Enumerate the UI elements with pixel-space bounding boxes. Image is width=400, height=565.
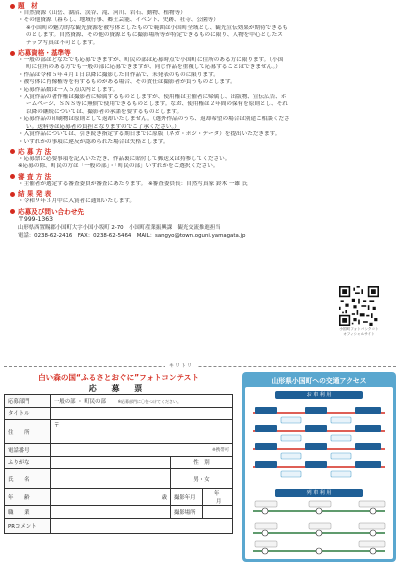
themes-line: ・自然資源（山岳、湖沼、渓谷、滝、河川、岩石、動物、植物等）: [18, 10, 186, 16]
year-unit: 年: [214, 491, 220, 497]
qual-line: 町に住所のある方でも一般の部に応募できますが、同じ作品を重複して応募することはできません。）: [26, 64, 281, 71]
form-row-name: [5, 469, 233, 489]
method-section: [10, 148, 394, 171]
qual-line: ・被写体に肖像権等を有するものがある場合、その責任は撮影者が負うものとします。: [18, 79, 236, 86]
qual-line: ・入賞作品については、引き続き指定する期日までに原版（ネガ・ポジ・データ）を提出いただきます。: [18, 131, 281, 138]
title-label: タイトル: [5, 407, 51, 420]
announcement-section: [10, 190, 394, 205]
shoot-date-label: 撮影年月: [171, 489, 203, 506]
name-label: 氏 名: [5, 469, 51, 489]
contact-tel: 電話：0238-62-2416 FAX：0238-62-5464 MAIL：sangyo@town.oguni.yamagata.jp: [18, 232, 246, 239]
place-label: 撮影場所: [171, 506, 203, 519]
qual-line: ームページ、ＳＮＳ等に無償で使用できるものとします。なお、使用権は２年間の保有を原則とし、それ: [26, 101, 288, 108]
bullet-dot-icon: [10, 149, 15, 154]
qr-caption: 小国町フォトバンクコト: [339, 327, 379, 331]
car-access-header: お 車 利 用: [275, 391, 363, 399]
contact-postal: 〒999-1363: [18, 215, 53, 223]
judging-line: ・主催者が選定する審査委員が審査にあたります。 ※審査委員長：自然写真家 鈴木 一雄 氏: [18, 180, 248, 187]
phone-field[interactable]: [51, 444, 233, 457]
form-row-furigana: [5, 456, 233, 469]
themes-heading: 題 材: [10, 2, 394, 10]
qual-line: い。送料等は応募者の負担となりますのでご了承ください。）: [26, 123, 180, 130]
job-label: 職 業: [5, 506, 51, 519]
category-options[interactable]: 一般の部 ・ 町民の部: [54, 398, 106, 405]
access-title: 山形県小国町への交通アクセス: [271, 377, 367, 385]
category-label: 応募部門: [5, 395, 51, 408]
method-heading: 応 募 方 法: [10, 148, 394, 156]
route-diagram: [245, 387, 393, 559]
month-unit: 月: [216, 499, 222, 505]
bullet-dot-icon: [10, 209, 15, 214]
gender-field[interactable]: [171, 469, 233, 489]
title-field[interactable]: [51, 407, 233, 420]
category-note: ※応募部門に〇をつけてください。: [117, 398, 182, 404]
themes-line: ・その他資源（暮らし、地域行事、郷土芸能、イベント、史跡、社寺、公園等）: [18, 17, 219, 24]
access-map: [245, 387, 393, 559]
qr-code-icon[interactable]: [339, 286, 379, 326]
qual-line: 以降の継続については、撮影者の承諾を要するものとします。: [26, 108, 183, 115]
pr-label: PRコメント: [5, 518, 51, 533]
phone-note: ※携帯可: [212, 447, 229, 453]
age-label: 年 齢: [5, 489, 51, 506]
cut-dashed-line: [4, 366, 396, 367]
category-field[interactable]: [51, 395, 233, 408]
qr-caption: オフィシャルサイト: [343, 332, 375, 336]
qualifications-heading: 応募資格・基準等: [10, 49, 394, 57]
contact-address: 山形県西置賜郡小国町大字小国小坂町 2-70 小国町産業振興課 観光交流推進担当: [18, 224, 221, 231]
qual-line: ・応募作品の印刷物は原則として返却いたしません。（選外作品のうち、返却希望の場合は別途ご相談くださ: [18, 116, 290, 123]
themes-section: [10, 2, 394, 47]
form-row-phone: [5, 444, 233, 457]
form-row-address: [5, 420, 233, 444]
form-subtitle: 応 募 票: [88, 384, 149, 393]
furigana-label: ふりがな: [5, 456, 51, 469]
gender-options[interactable]: 男・女: [193, 476, 210, 483]
contact-section: [10, 208, 394, 240]
form-row-pr: [5, 518, 233, 533]
train-access-header: 列 車 利 用: [275, 489, 363, 497]
postal-mark: 〒: [54, 423, 60, 429]
qual-line: ・入賞作品の著作権は撮影者に帰属するものとしますが、使用権は主催者に帰属し、出版物、宣伝広告、ホ: [18, 94, 287, 101]
form-row-title: [5, 407, 233, 420]
themes-line: のとします。自然資源、その他の資源ともに撮影場所等が特定できるものに限り、人物を中心としたス: [26, 32, 283, 39]
cut-label: キリトリ: [165, 362, 197, 369]
bullet-dot-icon: [10, 4, 15, 9]
qualifications-section: [10, 49, 394, 146]
cut-line: [0, 362, 400, 370]
announcement-heading: 結 果 発 表: [10, 190, 394, 198]
gender-label: 性 別: [171, 456, 233, 469]
address-label: 住 所: [5, 420, 51, 444]
shoot-date-field[interactable]: [203, 489, 233, 506]
themes-line: ※小国町の魅力的な観光資源を被写体としたもので範囲は小国町全域とし、観光宣伝効果が期待できるも: [26, 24, 289, 31]
bullet-dot-icon: [10, 51, 15, 56]
judging-heading: 審 査 方 法: [10, 173, 394, 181]
entry-form: [4, 372, 233, 562]
entry-form-table: [4, 394, 233, 534]
furigana-field[interactable]: [51, 456, 171, 469]
age-unit: 歳: [161, 495, 167, 501]
announcement-line: ・令和９年３月中に入賞者に通知いたします。: [18, 198, 136, 205]
pr-field[interactable]: [51, 518, 233, 533]
job-field[interactable]: [51, 506, 171, 519]
contact-heading: 応募及び問い合わせ先: [10, 208, 394, 216]
bullet-dot-icon: [10, 192, 15, 197]
qual-line: ・作品は令和５年４月１日以降に撮影した自作品で、未発表のものに限ります。: [18, 71, 219, 78]
form-title: 白い森の国“ふるさとおぐに”フォトコンテスト: [38, 373, 199, 382]
judging-section: [10, 173, 394, 188]
phone-label: 電話番号: [5, 444, 51, 457]
form-row-job: [5, 506, 233, 519]
name-field[interactable]: [51, 469, 171, 489]
themes-line: ナップ写真は不可とします。: [26, 39, 99, 46]
qual-line: ・応募作品数は一人５点以内とします。: [18, 86, 119, 93]
form-row-category: [5, 395, 233, 408]
bullet-dot-icon: [10, 174, 15, 179]
method-line: ※応募の際、町民の方は「一般の部」・「町民の部」いずれかをご選択ください。: [18, 163, 219, 170]
qual-line: ・一般の部はどなたでも応募できますが、町民の部は応募時点で小国町に住所のある方に限ります。（小国: [18, 57, 284, 64]
qual-line: ・いずれかの事項に違反が認められた場合は失格とします。: [18, 138, 169, 145]
access-panel: [242, 372, 396, 562]
form-row-age: [5, 489, 233, 506]
age-field[interactable]: [51, 489, 171, 506]
address-field[interactable]: [51, 420, 233, 444]
method-line: ・応募票に必要事項を記入いただき、作品裏に貼付して郵送又は持参してください。: [18, 155, 231, 162]
place-field[interactable]: [203, 506, 233, 519]
